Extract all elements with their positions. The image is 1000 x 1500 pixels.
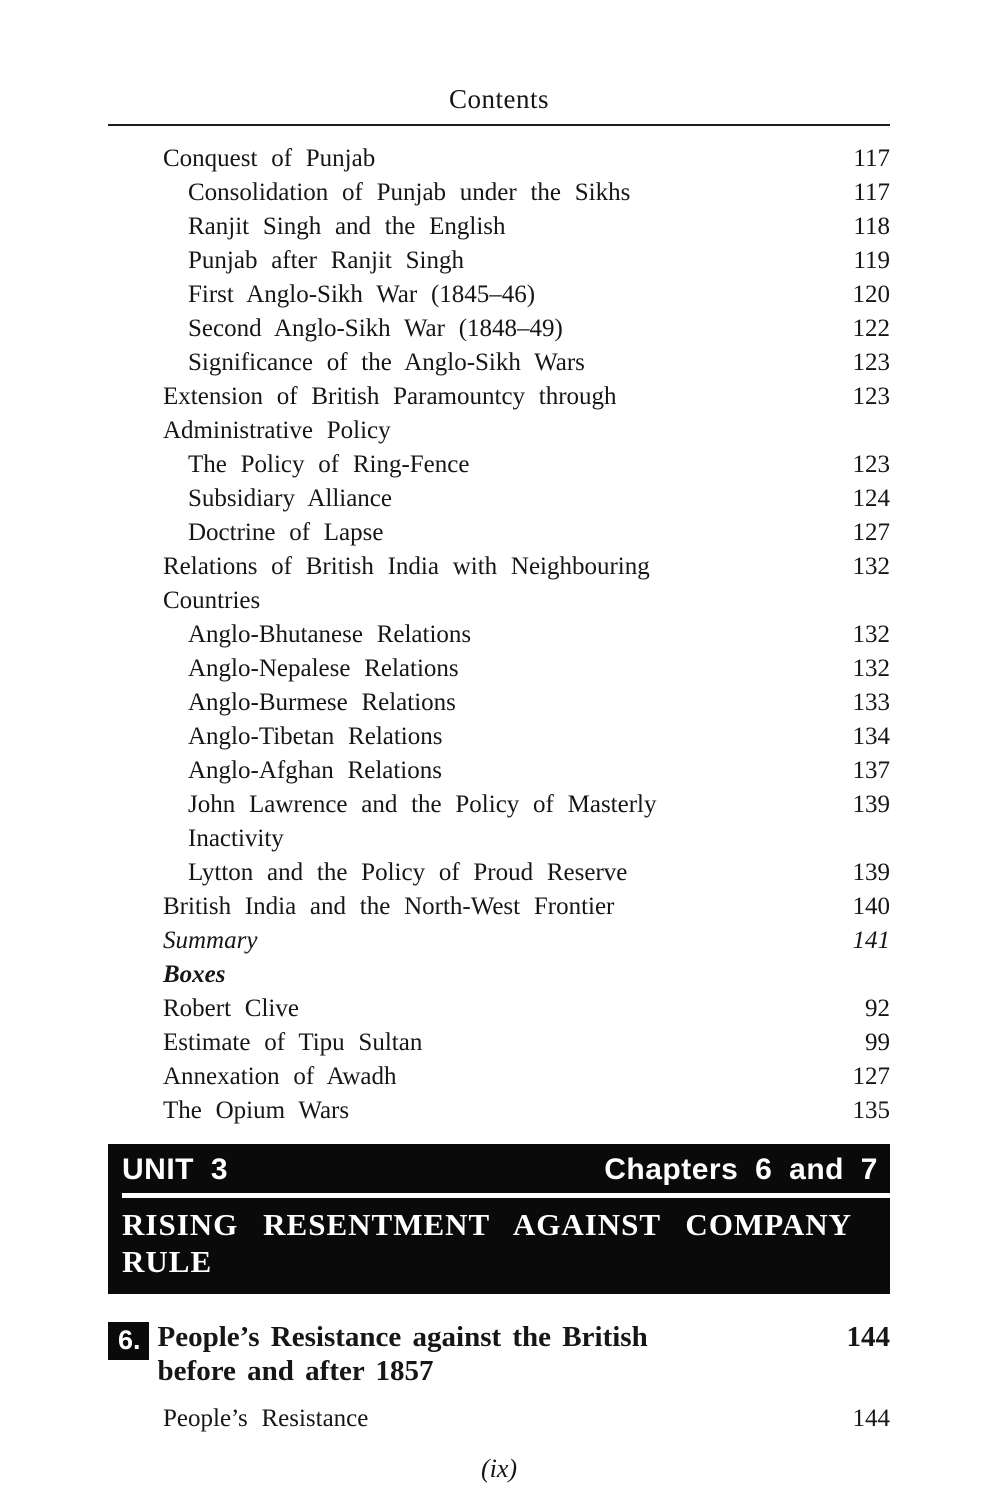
toc-entry xyxy=(108,1094,890,1128)
toc-entry-title: John Lawrence and the Policy of Masterly Inactivity xyxy=(188,791,657,852)
unit-banner-divider xyxy=(122,1193,890,1198)
toc-entry-title: British India and the North-West Frontier xyxy=(163,893,615,920)
toc-entry-page: 127 xyxy=(852,1063,890,1090)
toc-entry xyxy=(108,448,890,482)
toc-entry-title: People’s Resistance xyxy=(163,1405,369,1432)
chapter-title-text: People’s Resistance against the British before and after 1857 xyxy=(157,1321,648,1387)
toc-entry-title: Summary xyxy=(163,927,258,954)
toc-entry xyxy=(108,924,890,958)
toc-entry-page: 140 xyxy=(852,893,890,920)
toc-entry-title: Extension of British Paramountcy through Administrative Policy xyxy=(163,383,617,444)
toc-entry-title: Anglo-Tibetan Relations xyxy=(188,723,443,750)
toc-entry xyxy=(108,346,890,380)
toc-entry-page: 134 xyxy=(852,723,890,750)
toc-entry-title: Annexation of Awadh xyxy=(163,1063,397,1090)
toc-entry-page: 119 xyxy=(853,247,890,274)
toc-entry-page: 123 xyxy=(852,451,890,478)
toc-entry-title: Anglo-Bhutanese Relations xyxy=(188,621,472,648)
toc-entry xyxy=(108,958,890,992)
toc-list xyxy=(108,142,890,1128)
toc-entry-page: 144 xyxy=(852,1405,890,1432)
toc-entry-title: Anglo-Burmese Relations xyxy=(188,689,456,716)
toc-entry xyxy=(108,210,890,244)
folio-page-number: (ix) xyxy=(480,1454,518,1483)
toc-entry xyxy=(108,890,890,924)
toc-entry xyxy=(108,482,890,516)
toc-entry xyxy=(108,312,890,346)
toc-entry-page: 117 xyxy=(853,179,890,206)
toc-entry xyxy=(108,992,890,1026)
toc-entry-title: Anglo-Nepalese Relations xyxy=(188,655,459,682)
chapter-page-number: 144 xyxy=(846,1321,890,1353)
toc-entry-page: 117 xyxy=(853,145,890,172)
toc-entry-page: 118 xyxy=(853,213,890,240)
toc-entry xyxy=(108,618,890,652)
toc-entry-page: 135 xyxy=(852,1097,890,1124)
toc-entry xyxy=(108,686,890,720)
toc-entry xyxy=(108,1402,890,1436)
toc-entry-page: 99 xyxy=(865,1029,890,1056)
toc-entry-page: 123 xyxy=(852,383,890,410)
toc-entry-page: 123 xyxy=(852,349,890,376)
toc-entry-title: Boxes xyxy=(163,961,226,988)
toc-entry xyxy=(108,652,890,686)
page-title: Contents xyxy=(448,84,549,114)
toc-entry-page: 127 xyxy=(852,519,890,546)
toc-entry-page: 120 xyxy=(852,281,890,308)
toc-entry-page: 124 xyxy=(852,485,890,512)
toc-entry-title: The Opium Wars xyxy=(163,1097,350,1124)
unit-banner-title: RISING RESENTMENT AGAINST COMPANY RULE xyxy=(122,1207,852,1279)
toc-entry xyxy=(108,788,890,856)
toc-entry xyxy=(108,1060,890,1094)
toc-entry xyxy=(108,1026,890,1060)
toc-entry xyxy=(108,244,890,278)
toc-entry-title: Lytton and the Policy of Proud Reserve xyxy=(188,859,628,886)
toc-entry xyxy=(108,278,890,312)
toc-entry xyxy=(108,856,890,890)
toc-entry-title: Robert Clive xyxy=(163,995,299,1022)
toc-entry-page: 139 xyxy=(852,859,890,886)
toc-entry-title: Estimate of Tipu Sultan xyxy=(163,1029,423,1056)
toc-entry xyxy=(108,550,890,618)
toc-entry-title: Anglo-Afghan Relations xyxy=(188,757,442,784)
toc-entry xyxy=(108,754,890,788)
toc-entry-page: 133 xyxy=(852,689,890,716)
unit-chapters-label: Chapters 6 and 7 xyxy=(604,1153,878,1186)
toc-entry-page: 132 xyxy=(852,655,890,682)
toc-entry-title: Subsidiary Alliance xyxy=(188,485,392,512)
chapter-number-badge: 6. xyxy=(108,1322,149,1360)
toc-entry-title: Second Anglo-Sikh War (1848–49) xyxy=(188,315,563,342)
toc-entry-title: The Policy of Ring-Fence xyxy=(188,451,470,478)
toc-entry-page: 132 xyxy=(852,553,890,580)
toc-entry xyxy=(108,516,890,550)
toc-entry xyxy=(108,142,890,176)
toc-entry xyxy=(108,720,890,754)
toc-entry-title: Punjab after Ranjit Singh xyxy=(188,247,464,274)
toc-entry-title: Ranjit Singh and the English xyxy=(188,213,506,240)
toc-entry xyxy=(108,380,890,448)
toc-entry-page: 137 xyxy=(852,757,890,784)
unit-label: UNIT 3 xyxy=(122,1153,229,1186)
chapter-sub-entries xyxy=(108,1402,890,1436)
toc-entry-title: Significance of the Anglo-Sikh Wars xyxy=(188,349,585,376)
toc-entry-page: 139 xyxy=(852,791,890,818)
unit-banner-top-row xyxy=(122,1152,878,1188)
toc-entry-title: Doctrine of Lapse xyxy=(188,519,384,546)
chapter-entry xyxy=(108,1320,890,1388)
toc-entry xyxy=(108,176,890,210)
toc-entry-page: 122 xyxy=(852,315,890,342)
toc-entry-page: 92 xyxy=(865,995,890,1022)
toc-entry-title: Conquest of Punjab xyxy=(163,145,376,172)
toc-entry-page: 141 xyxy=(852,927,890,954)
header-rule xyxy=(108,124,890,126)
toc-entry-title: Relations of British India with Neighbouring Countries xyxy=(163,553,650,614)
chapter-title xyxy=(149,1320,826,1388)
toc-entry-title: First Anglo-Sikh War (1845–46) xyxy=(188,281,536,308)
toc-entry-title: Consolidation of Punjab under the Sikhs xyxy=(188,179,631,206)
toc-entry-page: 132 xyxy=(852,621,890,648)
unit-banner xyxy=(108,1144,890,1294)
